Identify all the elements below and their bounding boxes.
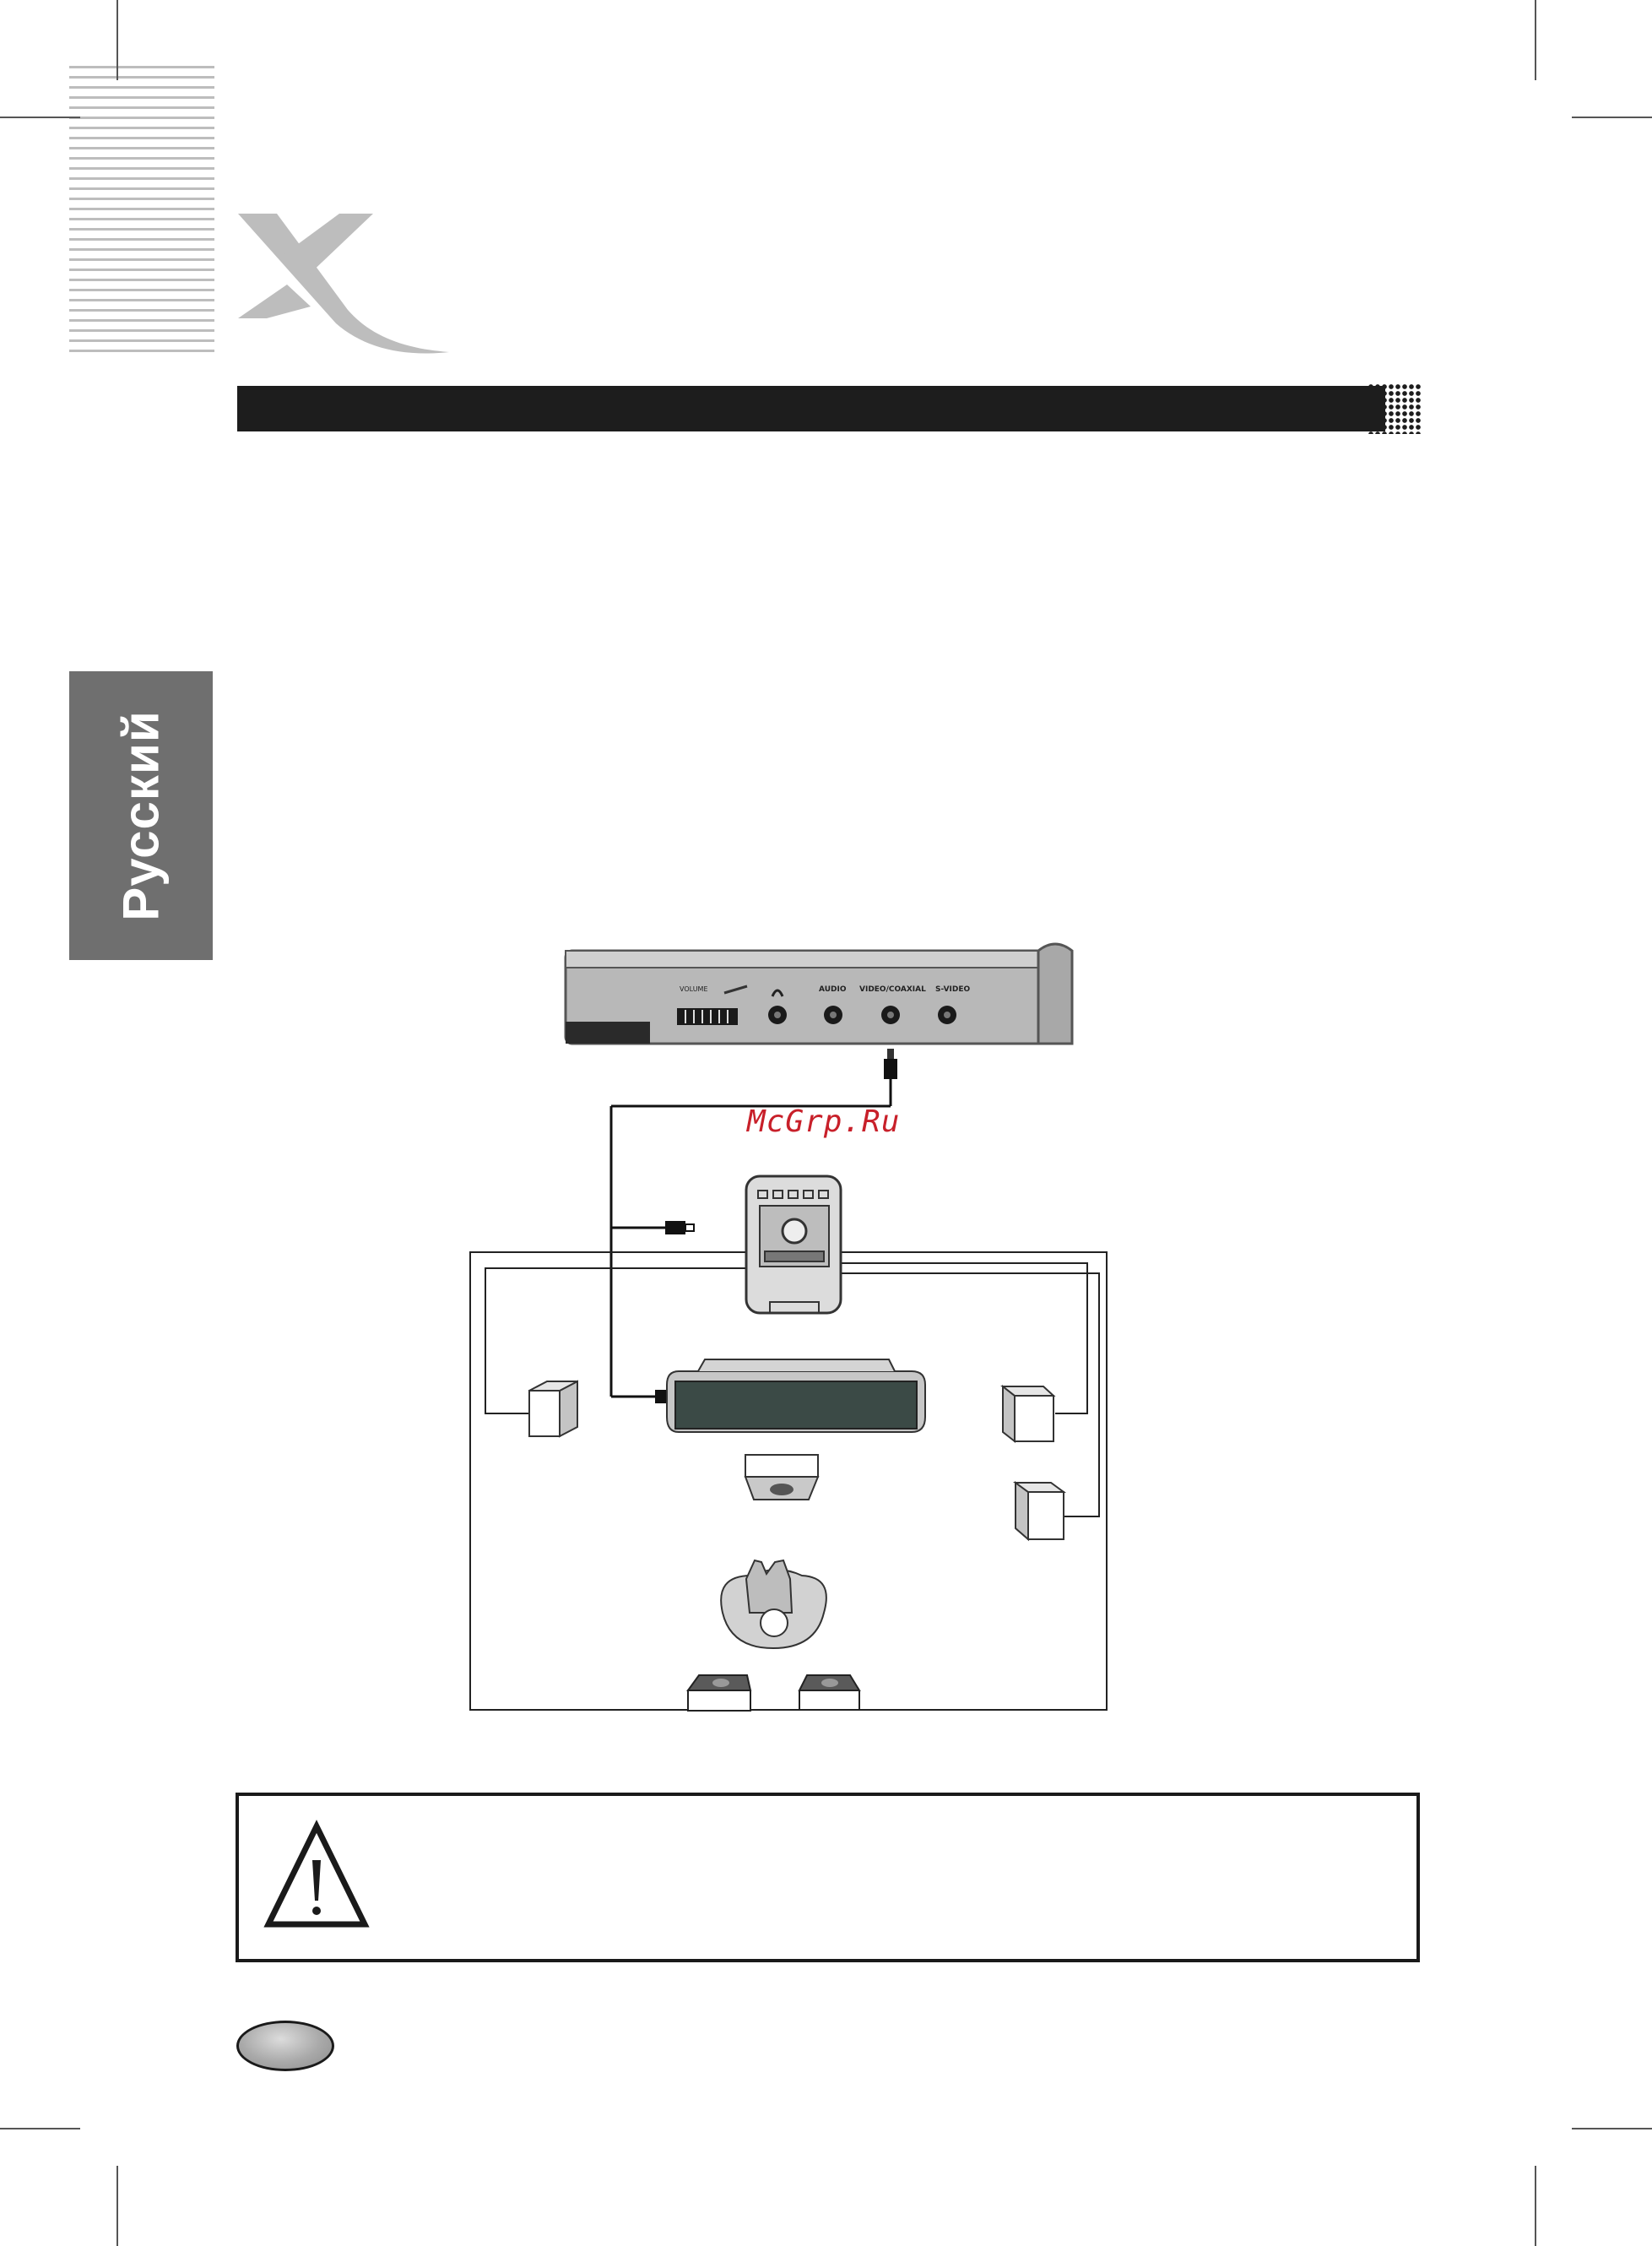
front-left-speaker [529,1381,577,1436]
front-right-speaker [1003,1386,1053,1441]
crop-mark [0,2128,80,2129]
warning-triangle-icon [262,1820,371,1931]
crop-mark [1535,0,1536,80]
crop-mark [1572,117,1652,118]
crop-mark [1572,2128,1652,2129]
crop-mark [116,0,118,80]
brand-logo [228,207,464,359]
surround-right-speaker [1016,1483,1064,1539]
port-label-video-coaxial: VIDEO/COAXIAL [859,985,926,994]
port-label-volume: VOLUME [680,985,708,993]
title-bar-halftone [1368,383,1422,434]
av-receiver [746,1176,841,1313]
crop-mark [116,2166,118,2246]
connection-diagram [456,937,1131,1739]
surround-rear-speaker [799,1675,859,1711]
crop-mark [1535,2166,1536,2246]
port-label-audio: AUDIO [819,985,847,994]
decorative-stripes [69,66,214,358]
language-tab-label: Русский [112,710,170,921]
television [667,1359,925,1432]
section-title-bar [237,386,1385,431]
watermark-text: McGrp.Ru [747,1104,901,1139]
page-number-oval [236,2021,334,2071]
dvd-player [566,944,1072,1044]
listener-figure [721,1560,826,1648]
language-tab [69,671,213,960]
port-label-s-video: S-VIDEO [935,985,971,994]
crop-mark [0,117,80,118]
center-speaker [745,1455,818,1500]
surround-left-speaker [688,1675,750,1711]
logo-letter: X [228,207,229,208]
warning-box [236,1793,1420,1962]
